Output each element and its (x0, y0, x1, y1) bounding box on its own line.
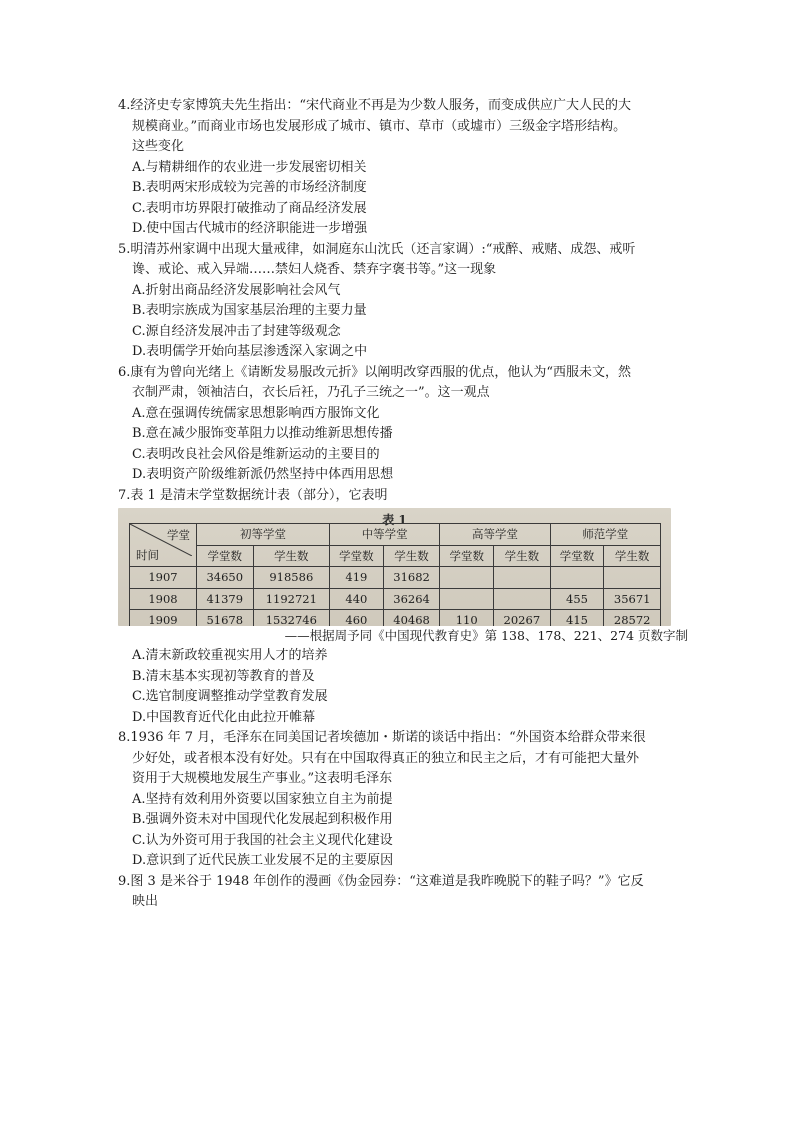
table-cell: 440 (330, 588, 384, 610)
table-cell: 110 (440, 610, 494, 627)
sub-header: 学堂数 (330, 545, 384, 567)
stem-line: 8.1936 年 7 月，毛泽东在同美国记者埃德加・斯诺的谈话中指出：“外国资本给群众带来很 (118, 730, 646, 745)
table-cell: 36264 (383, 588, 440, 610)
option-b: B.清末基本实现初等教育的普及 (132, 668, 315, 684)
group-header: 高等学堂 (440, 524, 550, 546)
table-cell: 35671 (604, 588, 661, 610)
corner-bottom-label: 时间 (136, 547, 159, 562)
sub-header: 学生数 (604, 545, 661, 567)
option-c: C.表明改良社会风俗是维新运动的主要目的 (132, 446, 380, 462)
option-a: A.意在强调传统儒家思想影响西方服饰文化 (132, 405, 380, 421)
option-a: A.与精耕细作的农业进一步发展密切相关 (132, 159, 367, 175)
table-cell (440, 567, 494, 589)
stem-line: 4.经济史专家博筑夫先生指出：“宋代商业不再是为少数人服务，而变成供应广大人民的大 (118, 98, 632, 113)
table-cell: 918586 (253, 567, 329, 589)
sub-header: 学堂数 (197, 545, 254, 567)
table-cell (550, 567, 604, 589)
question-stem (118, 240, 688, 281)
stem-line: 资用于大规模地发展生产事业。”这表明毛泽东 (132, 771, 393, 786)
table-header-row (130, 524, 661, 546)
stem-line: 5.明清苏州家调中出现大量戒律，如洞庭东山沈氏（还言家调）:“戒醉、戒赌、成怨、戒听 (118, 241, 636, 257)
stem-line: 谗、戒论、戒入异端……禁妇人烧香、禁弃字褒书等。”这一现象 (132, 262, 497, 277)
stem-line: 规模商业。”而商业市场也发展形成了城市、镇市、草市（或墟市）三级金字塔形结构。 (132, 118, 627, 134)
table-cell: 455 (550, 588, 604, 610)
corner-top-label: 学堂 (167, 528, 190, 542)
stem-line: 这些变化 (132, 139, 185, 154)
question-7 (118, 486, 688, 729)
stem-line: 9.图 3 是米谷于 1948 年创作的漫画《伪金园券：“这难道是我昨晚脱下的鞋子吗？”》它反 (118, 873, 644, 889)
table-cell: 1532746 (253, 610, 329, 627)
question-stem (118, 96, 688, 158)
question-8 (118, 728, 688, 872)
table-subheader-row (130, 545, 661, 567)
table-row (130, 588, 661, 610)
option-d: D.意识到了近代民族工业发展不足的主要原因 (132, 853, 394, 868)
stem-line: 映出 (132, 894, 159, 909)
question-6 (118, 363, 688, 486)
question-stem (118, 363, 688, 404)
option-d: D.使中国古代城市的经济职能进一步增强 (132, 221, 368, 236)
sub-header: 学生数 (383, 545, 440, 567)
option-c: C.选官制度调整推动学堂教育发展 (132, 689, 328, 704)
question-stem (118, 872, 688, 913)
group-header: 中等学堂 (330, 524, 440, 546)
option-c: C.源自经济发展冲击了封建等级观念 (132, 323, 341, 339)
table-cell: 460 (330, 610, 384, 627)
corner-cell (130, 524, 197, 567)
stem-line: 少好处，或者根本没有好处。只有在中国取得真正的独立和民主之后，才有可能把大量外 (132, 750, 640, 766)
table-cell: 34650 (197, 567, 254, 589)
option-a: A.清末新政较重视实用人才的培养 (132, 648, 328, 663)
table-cell: 20267 (494, 610, 551, 627)
question-stem (118, 728, 688, 790)
table-row (130, 610, 661, 627)
sub-header: 学堂数 (440, 545, 494, 567)
school-stats-table (129, 523, 661, 626)
question-9 (118, 872, 688, 913)
year-cell: 1908 (130, 588, 197, 610)
table-cell: 415 (550, 610, 604, 627)
sub-header: 学生数 (494, 545, 551, 567)
table-source: ——根据周予同《中国现代教育史》第 138、178、221、274 页数字制 (284, 628, 688, 643)
question-5 (118, 240, 688, 363)
table-row (130, 567, 661, 589)
table-cell: 40468 (383, 610, 440, 627)
stem-line: 6.康有为曾向光绪上《请断发易服改元折》以阐明改穿西服的优点，他认为“西服未文，然 (118, 364, 632, 380)
table-cell: 419 (330, 567, 384, 589)
year-cell: 1907 (130, 567, 197, 589)
table-cell (494, 588, 551, 610)
stem-line: 7.表 1 是清末学堂数据统计表（部分），它表明 (118, 487, 388, 503)
year-cell: 1909 (130, 610, 197, 627)
table-cell: 51678 (197, 610, 254, 627)
option-d: D.表明资产阶级维新派仍然坚持中体西用思想 (132, 467, 394, 482)
option-b: B.表明两宋形成较为完善的市场经济制度 (132, 180, 367, 195)
group-header: 初等学堂 (197, 524, 330, 546)
table-1-photo (118, 508, 671, 626)
table-cell: 28572 (604, 610, 661, 627)
table-cell (494, 567, 551, 589)
option-b: B.表明宗族成为国家基层治理的主要力量 (132, 303, 367, 318)
sub-header: 学堂数 (550, 545, 604, 567)
table-cell (440, 588, 494, 610)
option-d: D.中国教育近代化由此拉开帷幕 (132, 709, 316, 725)
option-c: C.表明市坊界限打破推动了商品经济发展 (132, 200, 367, 216)
table-caption: 表 1 (382, 513, 407, 527)
option-b: B.意在减少服饰变革阻力以推动维新思想传播 (132, 426, 393, 441)
sub-header: 学生数 (253, 545, 329, 567)
group-header: 师范学堂 (550, 524, 660, 546)
table-cell: 41379 (197, 588, 254, 610)
question-list (118, 96, 688, 913)
option-c: C.认为外资可用于我国的社会主义现代化建设 (132, 832, 393, 848)
table-cell (604, 567, 661, 589)
option-d: D.表明儒学开始向基层渗透深入家调之中 (132, 344, 368, 359)
question-stem (118, 486, 688, 507)
question-4 (118, 96, 688, 240)
option-a: A.折射出商品经济发展影响社会风气 (132, 282, 341, 298)
option-a: A.坚持有效利用外资要以国家独立自主为前提 (132, 791, 393, 807)
table-cell: 1192721 (253, 588, 329, 610)
option-b: B.强调外资未对中国现代化发展起到积极作用 (132, 812, 393, 827)
table-cell: 31682 (383, 567, 440, 589)
stem-line: 衣制严肃，领袖洁白，衣长后衽，乃孔子三统之一”。这一观点 (132, 385, 490, 400)
